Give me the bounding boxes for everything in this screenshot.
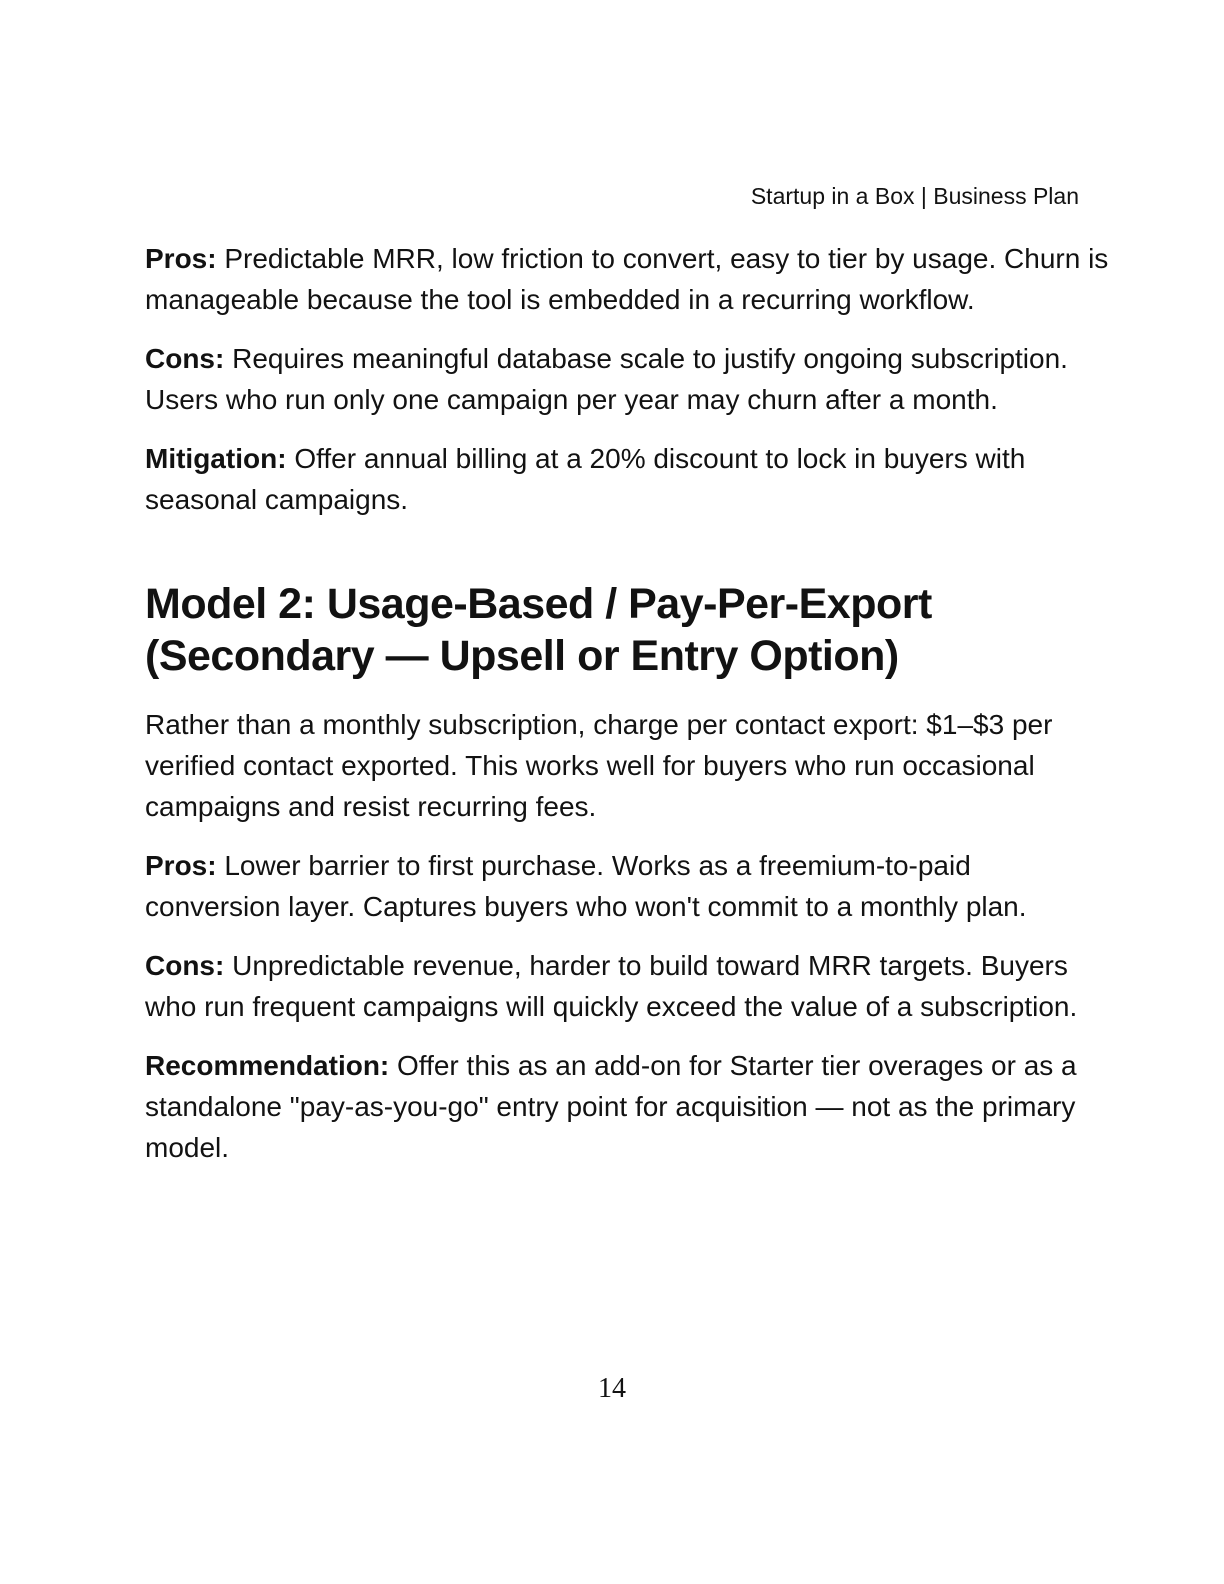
paragraph-pros-model1 (145, 238, 1109, 320)
paragraph-label: Recommendation: (145, 1050, 390, 1081)
paragraph-mitigation (145, 438, 1079, 520)
paragraph-line (145, 238, 1109, 279)
paragraph-line (145, 1045, 1079, 1086)
paragraph-text: Offer annual billing at a 20% discount to lock in buyers with (294, 443, 1026, 474)
paragraph-line (145, 338, 1079, 379)
paragraph-line: Rather than a monthly subscription, charge per contact export: $1–$3 per (145, 709, 1053, 740)
heading-line: (Secondary — Upsell or Entry Option) (145, 632, 899, 680)
page-number: 14 (598, 1373, 626, 1404)
paragraph-label: Pros: (145, 850, 217, 881)
paragraph-text: Lower barrier to first purchase. Works as a freemium-to-paid (224, 850, 971, 881)
paragraph-recommendation (145, 1045, 1079, 1168)
paragraph-label: Mitigation: (145, 443, 287, 474)
heading-line: Model 2: Usage-Based / Pay-Per-Export (145, 580, 932, 628)
header-text: Startup in a Box | Business Plan (750, 183, 1079, 209)
paragraph-label: Pros: (145, 243, 217, 274)
paragraph-text: Predictable MRR, low friction to convert, easy to tier by usage. Churn is (224, 243, 1109, 274)
paragraph-text: Offer this as an add-on for Starter tier overages or as a (397, 1050, 1077, 1081)
paragraph-line: Users who run only one campaign per year may churn after a month. (145, 384, 998, 415)
page-header (145, 180, 1079, 212)
paragraph-line: conversion layer. Captures buyers who won't commit to a monthly plan. (145, 891, 1027, 922)
paragraph-line (145, 438, 1079, 479)
paragraph-label: Cons: (145, 950, 225, 981)
paragraph-line (145, 845, 1079, 886)
paragraph-line: model. (145, 1132, 230, 1163)
paragraph-text: Unpredictable revenue, harder to build toward MRR targets. Buyers (232, 950, 1068, 981)
paragraph-cons-model2 (145, 945, 1079, 1027)
paragraph-line: campaigns and resist recurring fees. (145, 791, 597, 822)
paragraph-line: standalone "pay-as-you-go" entry point for acquisition — not as the primary (145, 1091, 1076, 1122)
paragraph-label: Cons: (145, 343, 225, 374)
paragraph-line (145, 945, 1079, 986)
paragraph-text: Requires meaningful database scale to justify ongoing subscription. (232, 343, 1068, 374)
paragraph-cons-model1 (145, 338, 1079, 420)
paragraph-line: who run frequent campaigns will quickly exceed the value of a subscription. (145, 991, 1078, 1022)
paragraph-line: verified contact exported. This works well for buyers who run occasional (145, 750, 1035, 781)
paragraph-line: seasonal campaigns. (145, 484, 409, 515)
paragraph-line: manageable because the tool is embedded in a recurring workflow. (145, 284, 975, 315)
section-heading-model2 (145, 578, 1079, 682)
paragraph-model2-intro (145, 704, 1079, 827)
paragraph-pros-model2 (145, 845, 1079, 927)
